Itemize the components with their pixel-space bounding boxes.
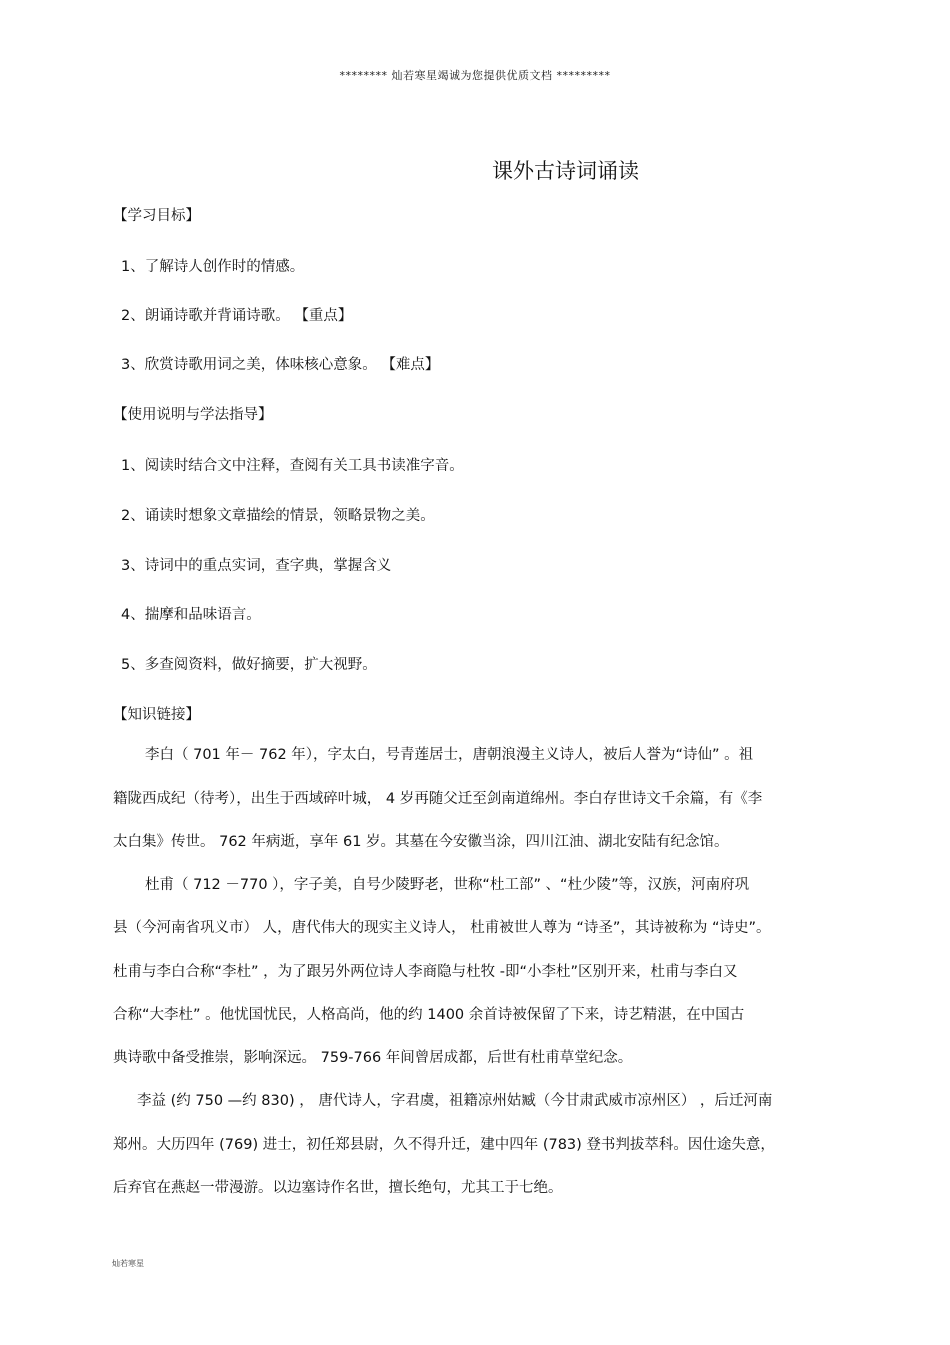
- guide-item-4: 4、揣摩和品味语言。: [121, 607, 261, 623]
- guide-item-2: 2、诵读时想象文章描绘的情景，领略景物之美。: [121, 508, 435, 524]
- goals-heading: 【学习目标】: [113, 208, 200, 224]
- dufu-line-1: 杜甫（ 712 －770 ），字子美，自号少陵野老，世称“杜工部” 、“杜少陵”等，汉族，河南府巩: [145, 877, 750, 893]
- libai-line-2: 籍陇西成纪（待考），出生于西域碎叶城， 4 岁再随父迁至剑南道绵州。李白存世诗文千余篇，有《李: [113, 791, 763, 807]
- dufu-line-2: 县（今河南省巩义市） 人，唐代伟大的现实主义诗人， 杜甫被世人尊为 “诗圣”，其诗被称为 “诗史”。: [113, 920, 771, 936]
- guide-item-5: 5、多查阅资料，做好摘要，扩大视野。: [121, 657, 377, 673]
- goal-item-2: 2、朗诵诗歌并背诵诗歌。 【重点】: [121, 308, 353, 324]
- guide-item-3: 3、诗词中的重点实词，查字典，掌握含义: [121, 558, 392, 574]
- libai-line-3: 太白集》传世。 762 年病逝，享年 61 岁。其墓在今安徽当涂，四川江油、湖北安陆有纪念馆。: [113, 834, 729, 850]
- liyi-line-1: 李益 (约 750 —约 830) ， 唐代诗人，字君虞，祖籍凉州姑臧（今甘肃武威市凉州区） ，后迁河南: [137, 1093, 773, 1109]
- page-header: ******** 灿若寒星竭诚为您提供优质文档 *********: [339, 69, 611, 82]
- liyi-line-2: 郑州。大历四年 (769) 进士，初任郑县尉，久不得升迁，建中四年 (783) 登书判拔萃科。因仕途失意，: [113, 1137, 775, 1153]
- document-title: 课外古诗词诵读: [492, 159, 639, 183]
- guide-item-1: 1、阅读时结合文中注释，查阅有关工具书读准字音。: [121, 458, 464, 474]
- dufu-line-4: 合称“大李杜” 。他忧国忧民，人格高尚，他的约 1400 余首诗被保留了下来，诗艺精湛，在中国古: [113, 1007, 745, 1023]
- dufu-line-3: 杜甫与李白合称“李杜” ，为了跟另外两位诗人李商隐与杜牧 -即“小李杜”区别开来，杜甫与李白又: [113, 964, 738, 980]
- guide-heading: 【使用说明与学法指导】: [113, 407, 273, 423]
- page-footer: 灿若寒星: [112, 1259, 144, 1268]
- goal-item-3: 3、欣赏诗歌用词之美，体味核心意象。 【难点】: [121, 357, 440, 373]
- libai-line-1: 李白（ 701 年－ 762 年），字太白，号青莲居士，唐朝浪漫主义诗人，被后人誉为“诗仙” 。祖: [145, 747, 754, 763]
- knowledge-heading: 【知识链接】: [113, 707, 200, 723]
- goal-item-1: 1、了解诗人创作时的情感。: [121, 259, 305, 275]
- dufu-line-5: 典诗歌中备受推崇，影响深远。 759-766 年间曾居成都，后世有杜甫草堂纪念。: [113, 1050, 633, 1066]
- liyi-line-3: 后弃官在燕赵一带漫游。以边塞诗作名世，擅长绝句，尤其工于七绝。: [113, 1180, 563, 1196]
